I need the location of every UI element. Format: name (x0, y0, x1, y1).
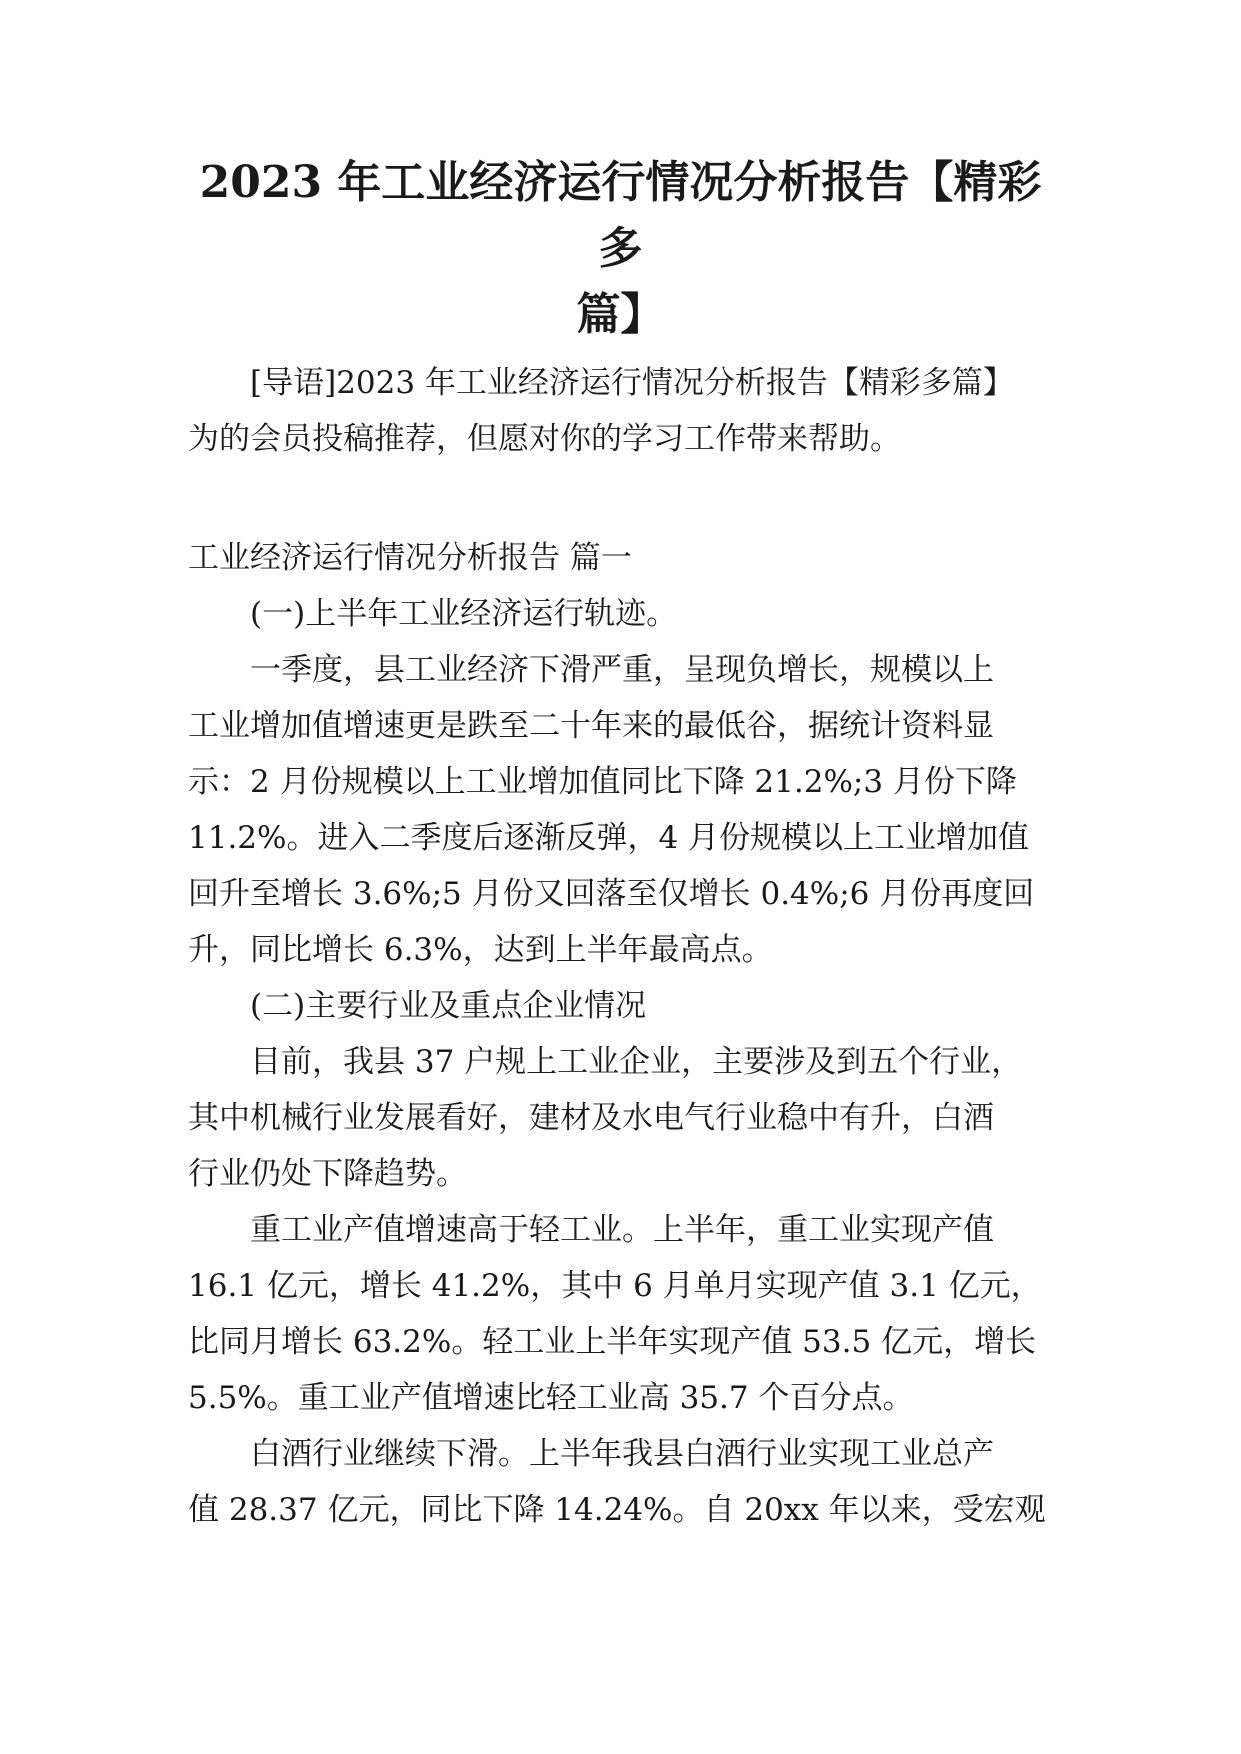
paragraph-line: 白酒行业继续下滑。上半年我县白酒行业实现工业总产 (250, 1436, 994, 1472)
paragraph-line: 值 28.37 亿元，同比下降 14.24%。自 20xx 年以来，受宏观 (188, 1492, 1046, 1528)
paragraph-line: 示：2 月份规模以上工业增加值同比下降 21.2%;3 月份下降 (188, 764, 1017, 800)
intro-line-2: 为的会员投稿推荐，但愿对你的学习工作带来帮助。 (188, 421, 901, 457)
title-line-1: 2023 年工业经济运行情况分析报告【精彩多 (199, 157, 1042, 274)
title-line-2: 篇】 (576, 289, 665, 340)
paragraph-line: 其中机械行业发展看好，建材及水电气行业稳中有升，白酒 (188, 1100, 994, 1136)
paragraph-line: 目前，我县 37 户规上工业企业，主要涉及到五个行业， (250, 1044, 1023, 1080)
subheading-2: (二)主要行业及重点企业情况 (250, 988, 647, 1024)
paragraph-line: 一季度，县工业经济下滑严重，呈现负增长，规模以上 (250, 652, 994, 688)
document-title (188, 150, 1053, 348)
paragraph-line: 回升至增长 3.6%;5 月份又回落至仅增长 0.4%;6 月份再度回 (188, 876, 1035, 912)
paragraph-line: 5.5%。重工业产值增速比轻工业高 35.7 个百分点。 (188, 1380, 914, 1416)
paragraph-line: 16.1 亿元，增长 41.2%，其中 6 月单月实现产值 3.1 亿元， (188, 1268, 1042, 1304)
body-text (188, 530, 1053, 1538)
section-heading: 工业经济运行情况分析报告 篇一 (188, 540, 632, 576)
paragraph-line: 升，同比增长 6.3%，达到上半年最高点。 (188, 932, 773, 968)
intro-line-1: [导语]2023 年工业经济运行情况分析报告【精彩多篇】 (250, 365, 1014, 401)
paragraph-line: 重工业产值增速高于轻工业。上半年，重工业实现产值 (250, 1212, 994, 1248)
paragraph-line: 比同月增长 63.2%。轻工业上半年实现产值 53.5 亿元，增长 (188, 1324, 1037, 1360)
subheading-1: (一)上半年工业经济运行轨迹。 (250, 596, 678, 632)
document-page (188, 0, 1053, 1754)
paragraph-line: 行业仍处下降趋势。 (188, 1156, 467, 1192)
paragraph-line: 工业增加值增速更是跌至二十年来的最低谷，据统计资料显 (188, 708, 994, 744)
paragraph-line: 11.2%。进入二季度后逐渐反弹，4 月份规模以上工业增加值 (188, 820, 1030, 856)
intro-paragraph (188, 355, 1053, 467)
